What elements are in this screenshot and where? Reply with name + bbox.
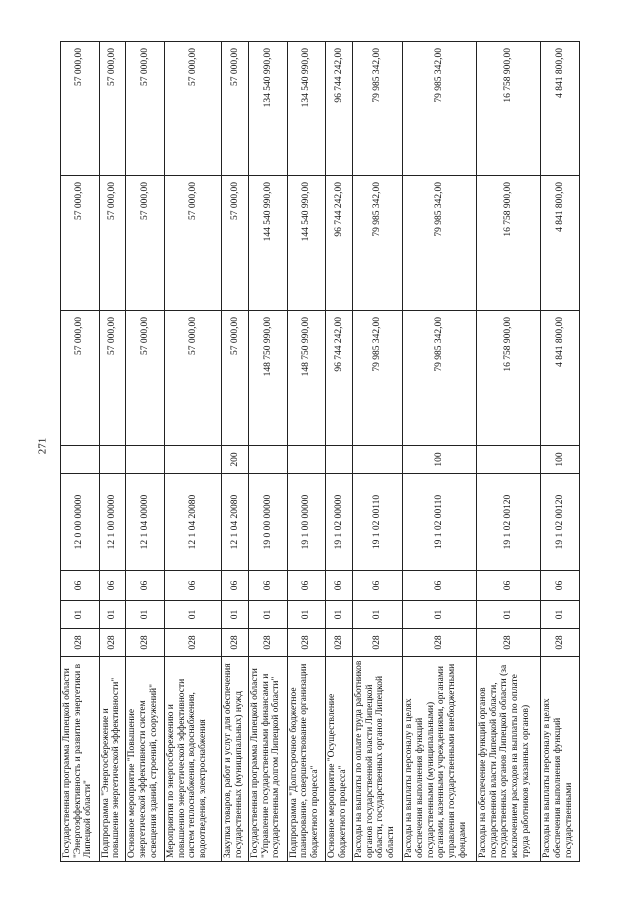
amount-year-1: 57 000,00 [99,311,126,446]
amount-year-3: 57 000,00 [164,42,221,176]
amount-year-1: 96 744 242,00 [326,311,353,446]
table-row [222,42,249,862]
row-name: Расходы на выплаты по оплате труда работников органов государственной власти Липецкой области, государственных органов Липецкой области [353,657,403,862]
table-row [541,42,580,862]
ministry-code: 028 [403,629,477,657]
amount-year-2: 16 758 900,00 [477,176,541,311]
target-article-code: 12 0 00 00000 [61,474,100,571]
amount-year-2: 57 000,00 [99,176,126,311]
target-article-code: 19 1 02 00110 [353,474,403,571]
table-row [287,42,326,862]
subsection-code: 06 [477,571,541,601]
expense-type-code [249,446,288,474]
ministry-code: 028 [126,629,165,657]
target-article-code: 12 1 00 00000 [99,474,126,571]
section-code: 01 [403,601,477,629]
amount-year-3: 57 000,00 [222,42,249,176]
ministry-code: 028 [222,629,249,657]
amount-year-1: 79 985 342,00 [403,311,477,446]
section-code: 01 [99,601,126,629]
subsection-code: 06 [164,571,221,601]
amount-year-2: 79 985 342,00 [353,176,403,311]
row-name: Подпрограмма "Энергосбережение и повышение энергетической эффективности" [99,657,126,862]
ministry-code: 028 [287,629,326,657]
row-name: Государственная программа Липецкой области "Управление государственными финансами и государственным долгом Липецкой области" [249,657,288,862]
amount-year-3: 79 985 342,00 [403,42,477,176]
amount-year-1: 4 841 800,00 [541,311,580,446]
section-code: 01 [353,601,403,629]
expense-type-code [353,446,403,474]
subsection-code: 06 [403,571,477,601]
amount-year-3: 57 000,00 [99,42,126,176]
expense-type-code [326,446,353,474]
row-name: Государственная программа Липецкой области "Энергоэффективность и развитие энергетики в Липецкой области" [61,657,100,862]
subsection-code: 06 [126,571,165,601]
target-article-code: 19 1 02 00110 [403,474,477,571]
section-code: 01 [126,601,165,629]
amount-year-2: 144 540 990,00 [287,176,326,311]
subsection-code: 06 [61,571,100,601]
expense-type-code: 100 [541,446,580,474]
ministry-code: 028 [477,629,541,657]
amount-year-3: 4 841 800,00 [541,42,580,176]
table-row [326,42,353,862]
section-code: 01 [249,601,288,629]
expense-type-code [99,446,126,474]
amount-year-1: 16 758 900,00 [477,311,541,446]
section-code: 01 [326,601,353,629]
expense-type-code [164,446,221,474]
amount-year-1: 148 750 990,00 [249,311,288,446]
subsection-code: 06 [353,571,403,601]
amount-year-2: 57 000,00 [61,176,100,311]
table-body [61,42,580,862]
target-article-code: 12 1 04 00000 [126,474,165,571]
amount-year-1: 148 750 990,00 [287,311,326,446]
section-code: 01 [287,601,326,629]
ministry-code: 028 [249,629,288,657]
amount-year-2: 57 000,00 [222,176,249,311]
row-name: Основное мероприятие "Осуществление бюджетного процесса" [326,657,353,862]
section-code: 01 [61,601,100,629]
table-row [126,42,165,862]
expense-type-code [477,446,541,474]
ministry-code: 028 [353,629,403,657]
amount-year-3: 96 744 242,00 [326,42,353,176]
ministry-code: 028 [99,629,126,657]
amount-year-1: 57 000,00 [126,311,165,446]
amount-year-3: 57 000,00 [61,42,100,176]
amount-year-3: 134 540 990,00 [249,42,288,176]
budget-table [60,41,580,862]
amount-year-1: 57 000,00 [164,311,221,446]
table-row [353,42,403,862]
row-name: Закупка товаров, работ и услуг для обеспечения государственных (муниципальных) нужд [222,657,249,862]
target-article-code: 12 1 04 20080 [164,474,221,571]
amount-year-2: 57 000,00 [126,176,165,311]
row-name: Мероприятия по энергосбережению и повышению энергетической эффективности систем теплоснабжения, водоснабжения, водоотведения, электроснабжения [164,657,221,862]
section-code: 01 [477,601,541,629]
amount-year-2: 96 744 242,00 [326,176,353,311]
subsection-code: 06 [541,571,580,601]
subsection-code: 06 [99,571,126,601]
table-row [164,42,221,862]
budget-table-container [60,42,580,862]
target-article-code: 19 1 02 00000 [326,474,353,571]
expense-type-code [61,446,100,474]
ministry-code: 028 [164,629,221,657]
subsection-code: 06 [326,571,353,601]
row-name: Основное мероприятие "Повышение энергетической эффективности систем освещения зданий, строений, сооружений" [126,657,165,862]
target-article-code: 19 1 02 00120 [477,474,541,571]
amount-year-3: 134 540 990,00 [287,42,326,176]
section-code: 01 [164,601,221,629]
amount-year-1: 57 000,00 [222,311,249,446]
target-article-code: 19 0 00 00000 [249,474,288,571]
table-row [477,42,541,862]
section-code: 01 [222,601,249,629]
row-name: Расходы на обеспечение функций органов государственной власти Липецкой области, государственных органов Липецкой области (за исключением расходов на выплаты по оплате труда работников указанных органов) [477,657,541,862]
amount-year-2: 79 985 342,00 [403,176,477,311]
subsection-code: 06 [222,571,249,601]
row-name: Расходы на выплаты персоналу в целях обеспечения выполнения функций государственными (муниципальными) органами, казенными учреждениями, органами управления государственными внебюджетными фондами [403,657,477,862]
page-number: 271 [36,437,49,455]
subsection-code: 06 [287,571,326,601]
amount-year-3: 79 985 342,00 [353,42,403,176]
expense-type-code: 200 [222,446,249,474]
amount-year-2: 57 000,00 [164,176,221,311]
amount-year-1: 57 000,00 [61,311,100,446]
ministry-code: 028 [541,629,580,657]
subsection-code: 06 [249,571,288,601]
target-article-code: 19 1 00 00000 [287,474,326,571]
amount-year-2: 4 841 800,00 [541,176,580,311]
table-row [249,42,288,862]
table-row [61,42,100,862]
expense-type-code [287,446,326,474]
amount-year-3: 16 758 900,00 [477,42,541,176]
section-code: 01 [541,601,580,629]
table-row [403,42,477,862]
row-name: Расходы на выплаты персоналу в целях обеспечения выполнения функций государственными [541,657,580,862]
table-row [99,42,126,862]
target-article-code: 12 1 04 20080 [222,474,249,571]
ministry-code: 028 [326,629,353,657]
amount-year-2: 144 540 990,00 [249,176,288,311]
expense-type-code: 100 [403,446,477,474]
amount-year-3: 57 000,00 [126,42,165,176]
ministry-code: 028 [61,629,100,657]
row-name: Подпрограмма "Долгосрочное бюджетное планирование, совершенствование организации бюджетного процесса" [287,657,326,862]
amount-year-1: 79 985 342,00 [353,311,403,446]
expense-type-code [126,446,165,474]
target-article-code: 19 1 02 00120 [541,474,580,571]
